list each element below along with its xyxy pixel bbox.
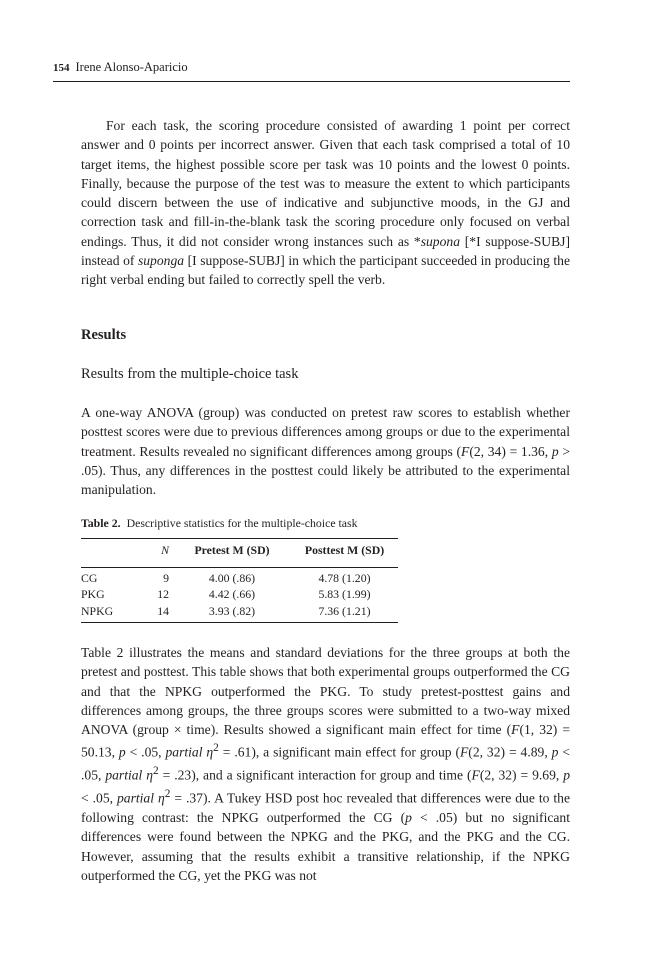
text-run: = .61), a significant main effect for group (	[218, 745, 460, 761]
table-cell-n: 12	[157, 587, 169, 602]
table-caption	[81, 515, 358, 531]
table-cell-pretest: 3.93 (.82)	[173, 603, 291, 623]
text-run: = .23), and a significant interaction for group and time (	[158, 767, 472, 783]
text-run-italic: F	[471, 767, 480, 783]
text-run-italic: F	[511, 722, 520, 738]
results-paragraph	[81, 643, 570, 885]
descriptive-stats-table	[81, 538, 398, 623]
text-run-italic: p	[118, 745, 126, 761]
text-run-superscript: 2	[213, 742, 219, 755]
text-run: Table 2 illustrates the means and standard deviations for the three groups at both the pretest and posttest. This table shows that both experimental groups outperformed the CG and that the NPKG outperformed the PKG. To study pretest-posttest gains and differences among groups, the three groups scores were submitted to a two-way mixed ANOVA (group × time). Results showed a significant main effect for time (	[81, 645, 570, 738]
text-run-superscript: 2	[153, 765, 159, 778]
table-cell-pretest: 4.00 (.86)	[208, 571, 256, 585]
anova-paragraph	[81, 403, 570, 499]
table-cell-n: 9	[163, 571, 169, 585]
table-header-posttest: Posttest M (SD)	[291, 539, 398, 568]
text-run-superscript: 2	[164, 788, 171, 801]
table-label: Table 2.	[81, 516, 121, 530]
text-run-italic: supona	[420, 233, 460, 249]
table-cell-posttest: 4.78 (1.20)	[318, 571, 371, 585]
text-run: = .37). A Tukey HSD post hoc revealed that differences were due to the following contrast: the NPKG outperformed the CG (	[81, 790, 570, 825]
page-number: 154	[53, 62, 70, 74]
text-run: [*I suppose-SUBJ] instead of	[81, 233, 570, 269]
scoring-paragraph	[81, 116, 570, 290]
text-run: (2, 32) = 4.89,	[468, 745, 552, 761]
text-run: (2, 34) = 1.36,	[469, 443, 552, 459]
text-run-italic: F	[461, 443, 470, 459]
table-cell-group: PKG	[81, 587, 105, 602]
table-header-row	[81, 539, 398, 568]
text-run-italic: partial η	[116, 790, 165, 806]
text-run-italic: F	[459, 745, 469, 761]
text-run-italic: p	[551, 745, 559, 761]
table-row	[81, 568, 398, 587]
table-cell-group: CG	[81, 571, 98, 585]
text-run: (1, 32) = 50.13,	[81, 722, 570, 761]
text-run: < .05,	[81, 790, 117, 806]
text-run: [I suppose-SUBJ] in which the participant succeeded in producing the right verbal ending but failed to correctly spell the verb.	[81, 253, 570, 288]
table-caption-text: Descriptive statistics for the multiple-choice task	[126, 516, 358, 530]
text-run: (2, 32) = 9.69,	[479, 767, 564, 783]
running-head-author: Irene Alonso-Aparicio	[75, 60, 188, 74]
running-head	[53, 58, 570, 82]
text-run: > .05). Thus, any differences in the posttest could likely be attributed to the experimental manipulation.	[81, 443, 570, 498]
text-run: < .05) but no significant differences were found between the NPKG and the PKG, and the PKG and the CG. However, assuming that the results exhibit a transitive relationship, if the NPKG outperformed the CG, yet the PKG was not	[81, 809, 570, 883]
table-row	[81, 603, 398, 623]
table-cell-pretest: 4.42 (.66)	[208, 587, 256, 602]
text-run-italic: partial η	[105, 767, 154, 783]
subsection-heading: Results from the multiple-choice task	[81, 366, 299, 382]
text-run-italic: suponga	[137, 253, 185, 269]
table-cell-posttest: 7.36 (1.21)	[291, 603, 398, 623]
text-run-italic: p	[563, 767, 571, 783]
text-run-italic: partial η	[165, 745, 214, 761]
text-run-italic: p	[405, 809, 412, 825]
text-run: For each task, the scoring procedure consisted of awarding 1 point per correct answer and 0 points per incorrect answer. Given that each task comprised a total of 10 target items, the highest possible score per task was 10 points and the lowest 0 points. Finally, because the purpose of the test was to measure the extent to which participants could discern between the use of indicative and subjunctive moods, in the GJ and correction task and fill-in-the-blank task the scoring procedure only focused on verbal endings. Thus, it did not consider wrong instances such as *	[81, 118, 570, 249]
text-run: < .05,	[81, 745, 571, 783]
text-run-italic: p	[551, 443, 559, 459]
table-cell-group: NPKG	[81, 603, 131, 623]
text-run: < .05,	[125, 745, 166, 761]
table-cell-n: 14	[131, 603, 173, 623]
table-row	[81, 586, 398, 602]
table-header-pretest: Pretest M (SD)	[173, 539, 291, 568]
table-cell-posttest: 5.83 (1.99)	[318, 587, 371, 602]
table-header-n: N	[131, 539, 173, 568]
section-heading: Results	[81, 327, 127, 343]
table-header-group	[81, 539, 131, 568]
text-run: A one-way ANOVA (group) was conducted on pretest raw scores to establish whether posttest scores were due to previous differences among groups or due to the experimental treatment. Results revealed no significant differences among groups (	[81, 405, 570, 459]
